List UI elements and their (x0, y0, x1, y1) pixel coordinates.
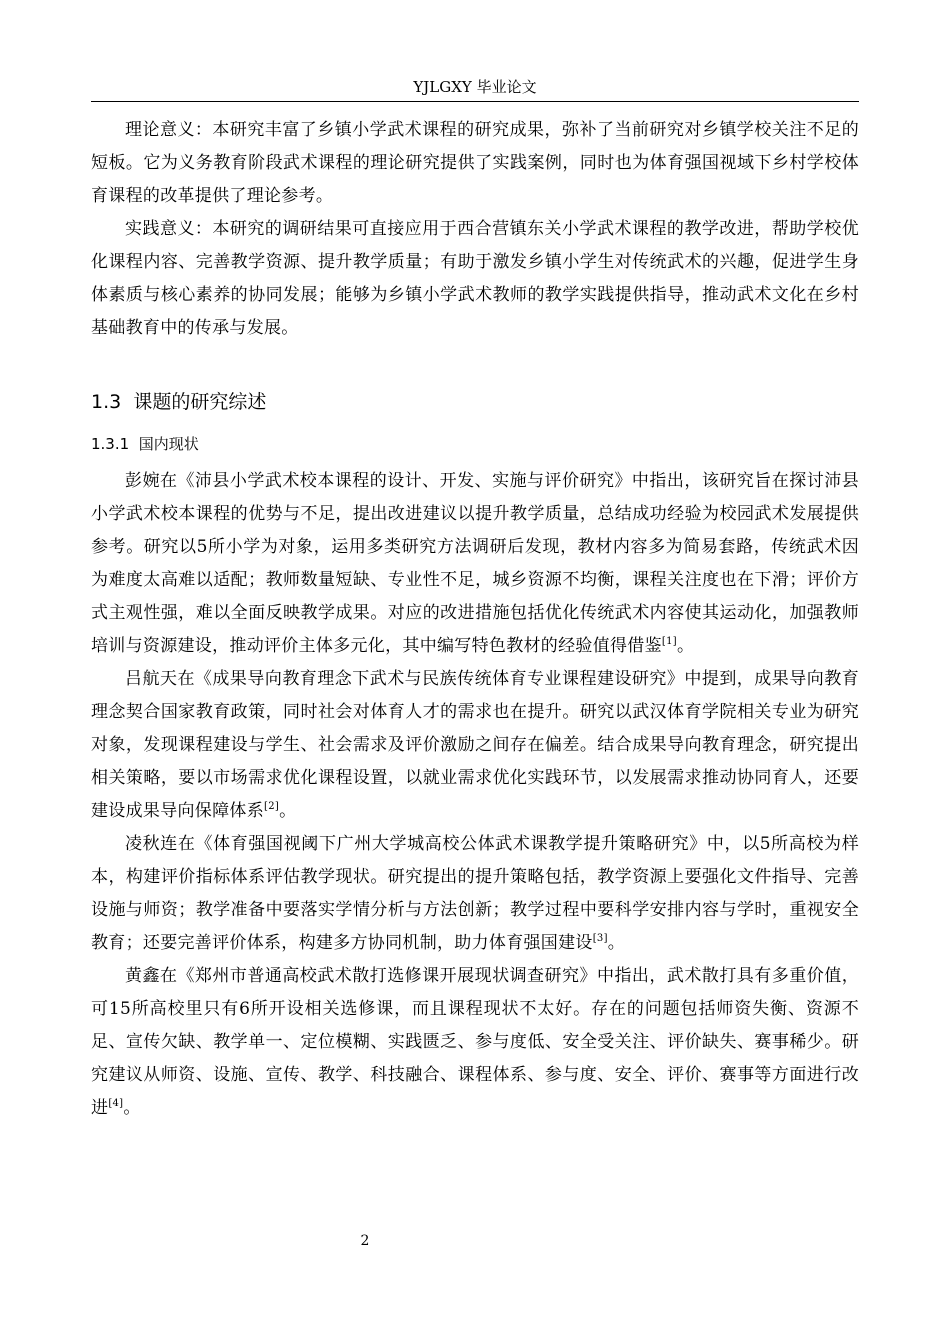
citation-ref: [3] (592, 933, 608, 944)
review-paragraph (91, 828, 859, 960)
section-heading (91, 389, 859, 415)
subsection-title: 国内现状 (138, 435, 199, 453)
review-text: 彭婉在《沛县小学武术校本课程的设计、开发、实施与评价研究》中指出，该研究旨在探讨沛县小学武术校本课程的优势与不足，提出改进建议以提升教学质量，总结成功经验为校园武术发展提供参考。研究以5所小学为对象，运用多类研究方法调研后发现，教材内容多为简易套路，传统武术因为难度太高难以适配；教师数量短缺、专业性不足，城乡资源不均衡，课程关注度也在下滑；评价方式主观性强，难以全面反映教学成果。对应的改进措施包括优化传统武术内容使其运动化，加强教师培训与资源建设，推动评价主体多元化，其中编写特色教材的经验值得借鉴 (91, 471, 859, 656)
review-end: 。 (676, 636, 695, 656)
review-text: 吕航天在《成果导向教育理念下武术与民族传统体育专业课程建设研究》中提到，成果导向教育理念契合国家教育政策，同时社会对体育人才的需求也在提升。研究以武汉体育学院相关专业为研究对象，发现课程建设与学生、社会需求及评价激励之间存在偏差。结合成果导向教育理念，研究提出相关策略，要以市场需求优化课程设置，以就业需求优化实践环节，以发展需求推动协同育人，还要建设成果导向保障体系 (91, 669, 859, 821)
citation-ref: [4] (108, 1098, 124, 1109)
subsection-heading (91, 433, 859, 455)
paragraph-theoretical-significance: 理论意义：本研究丰富了乡镇小学武术课程的研究成果，弥补了当前研究对乡镇学校关注不足的短板。它为义务教育阶段武术课程的理论研究提供了实践案例，同时也为体育强国视域下乡村学校体育课程的改革提供了理论参考。 (91, 120, 859, 206)
review-end: 。 (607, 933, 626, 953)
page-header: YJLGXY 毕业论文 (413, 78, 537, 96)
review-paragraph (91, 465, 859, 663)
subsection-number: 1.3.1 (91, 435, 130, 453)
review-text: 黄鑫在《郑州市普通高校武术散打选修课开展现状调查研究》中指出，武术散打具有多重价值，可15所高校里只有6所开设相关选修课，而且课程现状不太好。存在的问题包括师资失衡、资源不足、宣传欠缺、教学单一、定位模糊、实践匮乏、参与度低、安全受关注、评价缺失、赛事稀少。研究建议从师资、设施、宣传、教学、科技融合、课程体系、参与度、安全、评价、赛事等方面进行改进 (91, 966, 859, 1118)
citation-ref: [1] (661, 636, 677, 647)
section-title: 课题的研究综述 (133, 391, 267, 413)
review-end: 。 (279, 801, 297, 821)
review-paragraph (91, 663, 859, 828)
section-number: 1.3 (91, 391, 122, 413)
review-end: 。 (123, 1098, 141, 1118)
page-number: 2 (360, 1233, 370, 1249)
page-body (91, 114, 859, 1125)
citation-ref: [2] (264, 801, 280, 812)
review-paragraph (91, 960, 859, 1125)
review-text: 凌秋连在《体育强国视阈下广州大学城高校公体武术课教学提升策略研究》中，以5所高校为样本，构建评价指标体系评估教学现状。研究提出的提升策略包括，教学资源上要强化文件指导、完善设施与师资；教学准备中要落实学情分析与方法创新；教学过程中要科学安排内容与学时，重视安全教育；还要完善评价体系，构建多方协同机制，助力体育强国建设 (91, 834, 859, 953)
header-divider (91, 101, 859, 102)
paragraph-practical-significance: 实践意义：本研究的调研结果可直接应用于西合营镇东关小学武术课程的教学改进，帮助学校优化课程内容、完善教学资源、提升教学质量；有助于激发乡镇小学生对传统武术的兴趣，促进学生身体素质与核心素养的协同发展；能够为乡镇小学武术教师的教学实践提供指导，推动武术文化在乡村基础教育中的传承与发展。 (91, 219, 859, 338)
